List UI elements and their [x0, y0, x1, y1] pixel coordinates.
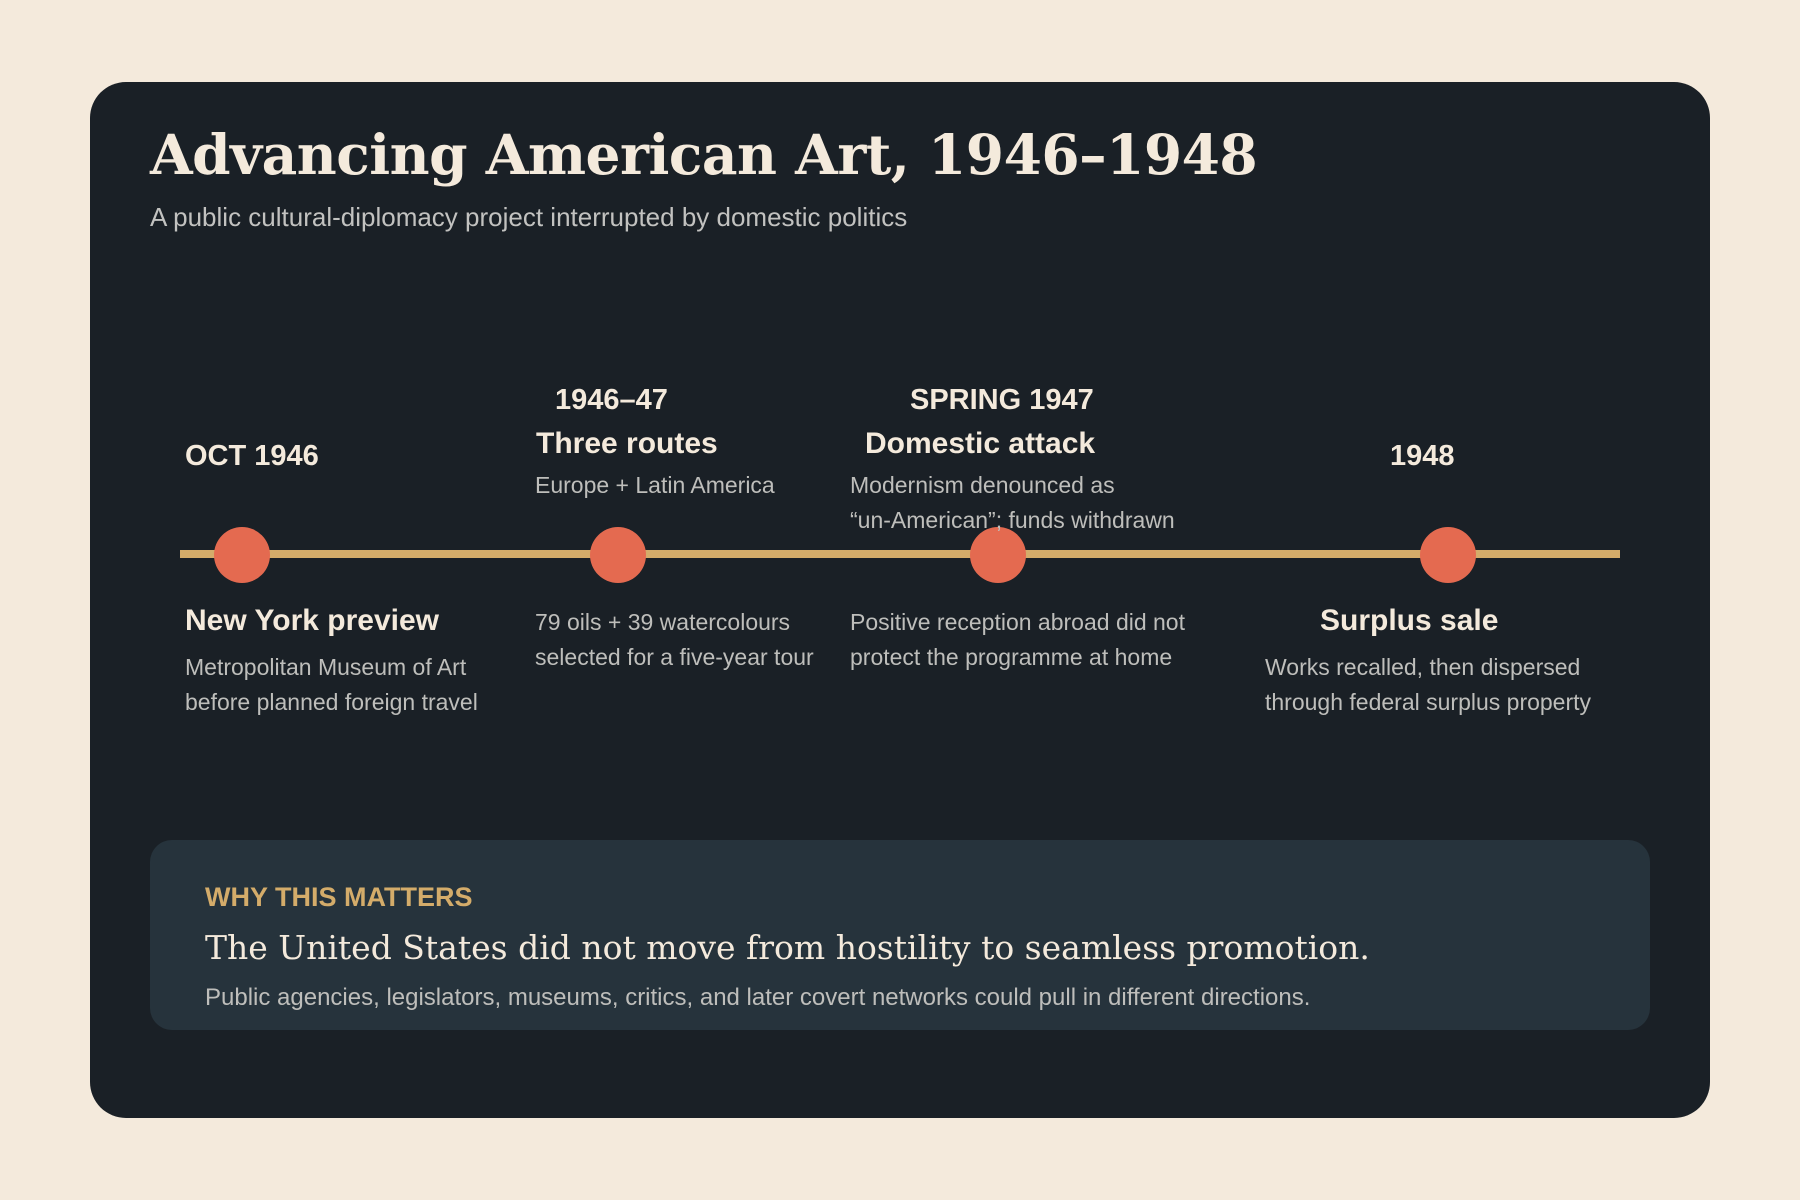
event-date: OCT 1946 — [185, 440, 319, 472]
event-description: protect the programme at home — [850, 644, 1173, 670]
event-heading: Domestic attack — [865, 427, 1096, 460]
event-description: Metropolitan Museum of Art — [185, 654, 467, 680]
timeline-marker-1948 — [1420, 527, 1476, 583]
page-subtitle: A public cultural-diplomacy project interrupted by domestic politics — [150, 202, 908, 232]
callout-body: Public agencies, legislators, museums, critics, and later covert networks could pull in different directions. — [205, 984, 1311, 1011]
callout-label: WHY THIS MATTERS — [205, 882, 473, 912]
why-this-matters-panel — [150, 840, 1650, 1030]
event-description: Positive reception abroad did not — [850, 609, 1185, 635]
page-title: Advancing American Art, 1946–1948 — [150, 122, 1258, 187]
event-description: Modernism denounced as — [850, 472, 1115, 498]
event-description: through federal surplus property — [1265, 689, 1592, 715]
event-heading: New York preview — [185, 604, 440, 637]
event-description: Works recalled, then dispersed — [1265, 654, 1581, 680]
event-description: selected for a five-year tour — [535, 644, 814, 670]
event-date: 1948 — [1390, 440, 1455, 472]
event-description: Europe + Latin America — [535, 472, 775, 498]
timeline-marker-oct-1946 — [214, 527, 270, 583]
event-heading: Three routes — [536, 427, 718, 460]
timeline-marker-1946-47 — [590, 527, 646, 583]
event-heading: Surplus sale — [1320, 604, 1499, 637]
event-date: 1946–47 — [555, 384, 668, 416]
timeline-card — [90, 82, 1710, 1118]
event-date: SPRING 1947 — [910, 384, 1094, 416]
timeline-line — [180, 550, 1620, 558]
callout-headline: The United States did not move from hostility to seamless promotion. — [205, 928, 1370, 967]
event-description: 79 oils + 39 watercolours — [535, 609, 791, 635]
event-description: “un-American”; funds withdrawn — [850, 507, 1175, 533]
event-description: before planned foreign travel — [185, 689, 478, 715]
